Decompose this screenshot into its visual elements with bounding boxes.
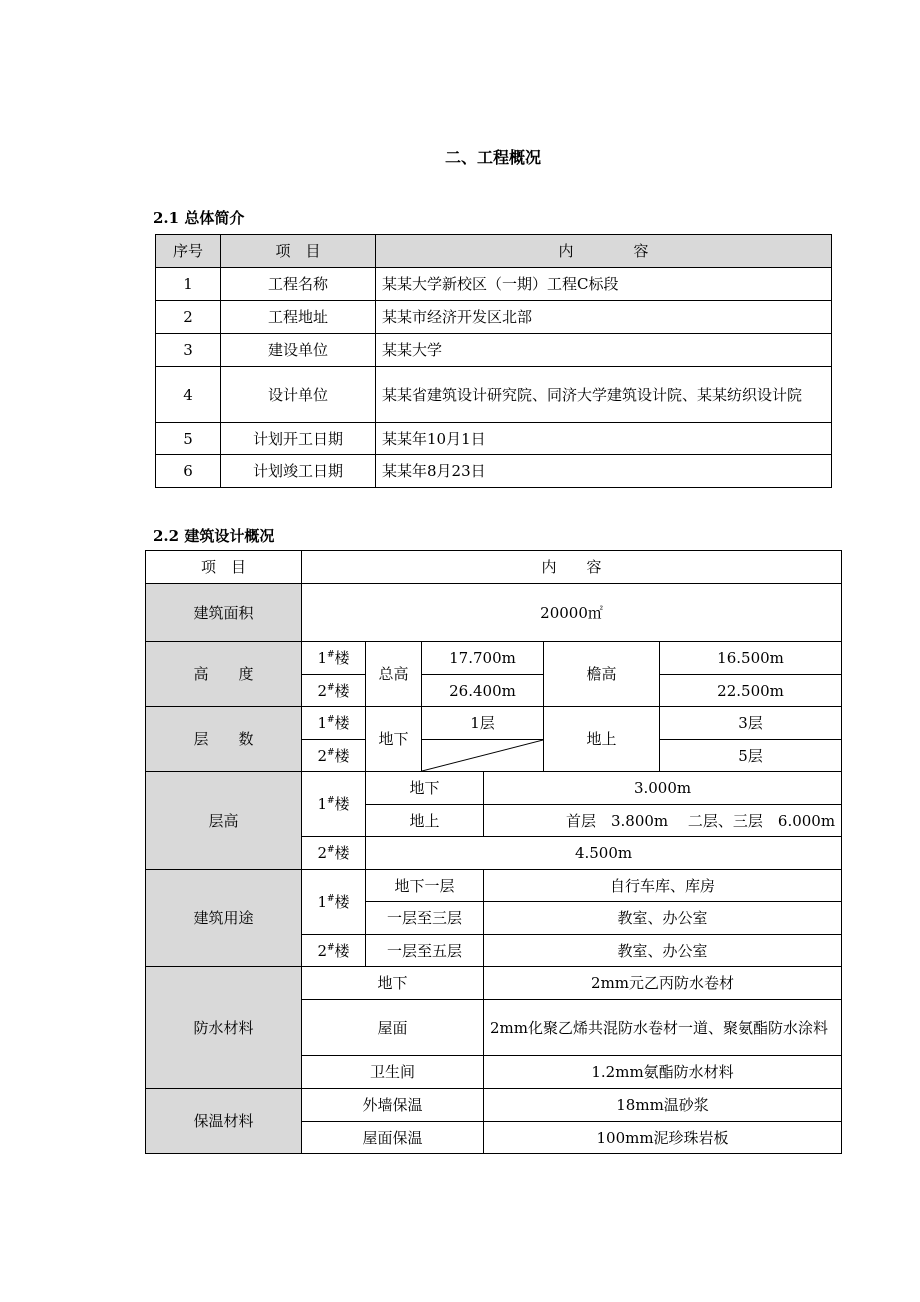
usage-floor-range: 一层至五层 — [366, 935, 484, 967]
overview-table — [155, 234, 832, 488]
eave-height-value: 22.500m — [660, 675, 842, 707]
building-label: 1#楼 — [302, 772, 366, 837]
header-cell: 项 目 — [221, 235, 376, 268]
usage-value: 自行车库、库房 — [484, 870, 842, 902]
building-label: 2#楼 — [302, 935, 366, 967]
waterproof-value: 2mm元乙丙防水卷材 — [484, 967, 842, 1000]
aboveground-floors-value: 3层 — [660, 707, 842, 740]
storey-b2-value: 4.500m — [366, 837, 842, 870]
area-value: 20000㎡ — [302, 584, 842, 642]
table-row — [156, 301, 832, 334]
total-height-value: 17.700m — [422, 642, 544, 675]
table-row — [156, 334, 832, 367]
waterproof-value: 2mm化聚乙烯共混防水卷材一道、聚氨酯防水涂料 — [484, 1000, 842, 1056]
table-row — [156, 455, 832, 488]
row-content: 某某市经济开发区北部 — [376, 301, 832, 334]
insulation-label: 保温材料 — [146, 1089, 302, 1154]
area-label: 建筑面积 — [146, 584, 302, 642]
row-item: 计划竣工日期 — [221, 455, 376, 488]
row-item: 工程名称 — [221, 268, 376, 301]
table-row — [146, 772, 842, 805]
header-cell: 内 容 — [376, 235, 832, 268]
row-item: 设计单位 — [221, 367, 376, 423]
row-number: 6 — [156, 455, 221, 488]
underground-label: 地下 — [366, 707, 422, 772]
table-row — [146, 707, 842, 740]
building-label: 2#楼 — [302, 740, 366, 772]
header-content: 内 容 — [302, 551, 842, 584]
empty-diagonal-cell — [422, 740, 544, 772]
table-row — [146, 1089, 842, 1122]
row-content: 某某大学 — [376, 334, 832, 367]
row-number: 4 — [156, 367, 221, 423]
row-item: 建设单位 — [221, 334, 376, 367]
building-label: 1#楼 — [302, 870, 366, 935]
waterproof-label: 防水材料 — [146, 967, 302, 1089]
table-row — [156, 367, 832, 423]
row-content: 某某年8月23日 — [376, 455, 832, 488]
storey-underground-label: 地下 — [366, 772, 484, 805]
waterproof-part: 屋面 — [302, 1000, 484, 1056]
insulation-part: 屋面保温 — [302, 1122, 484, 1154]
table-header-row — [146, 551, 842, 584]
page-title: 二、工程概况 — [444, 148, 541, 167]
table-row — [146, 967, 842, 1000]
design-table — [145, 550, 842, 1154]
storey-height-label: 层高 — [146, 772, 302, 870]
row-item: 工程地址 — [221, 301, 376, 334]
section-heading-design: 2.2 建筑设计概况 — [153, 527, 275, 545]
storey-aboveground-value: 首层 3.800m 二层、三层 6.000m — [484, 805, 842, 837]
diagonal-line — [422, 740, 543, 771]
insulation-part: 外墙保温 — [302, 1089, 484, 1122]
usage-label: 建筑用途 — [146, 870, 302, 967]
eave-height-value: 16.500m — [660, 642, 842, 675]
total-height-value: 26.400m — [422, 675, 544, 707]
building-label: 1#楼 — [302, 707, 366, 740]
table-header-row — [156, 235, 832, 268]
usage-floor-range: 地下一层 — [366, 870, 484, 902]
floors-label: 层 数 — [146, 707, 302, 772]
waterproof-part: 卫生间 — [302, 1056, 484, 1089]
building-label: 2#楼 — [302, 837, 366, 870]
aboveground-label: 地上 — [544, 707, 660, 772]
row-content: 某某省建筑设计研究院、同济大学建筑设计院、某某纺织设计院 — [376, 367, 832, 423]
insulation-value: 100mm泥珍珠岩板 — [484, 1122, 842, 1154]
row-number: 3 — [156, 334, 221, 367]
table-row — [146, 584, 842, 642]
waterproof-value: 1.2mm氨酯防水材料 — [484, 1056, 842, 1089]
waterproof-part: 地下 — [302, 967, 484, 1000]
row-item: 计划开工日期 — [221, 423, 376, 455]
height-label: 高 度 — [146, 642, 302, 707]
usage-value: 教室、办公室 — [484, 935, 842, 967]
row-number: 1 — [156, 268, 221, 301]
total-height-label: 总高 — [366, 642, 422, 707]
row-content: 某某年10月1日 — [376, 423, 832, 455]
row-number: 2 — [156, 301, 221, 334]
table-row — [156, 423, 832, 455]
usage-floor-range: 一层至三层 — [366, 902, 484, 935]
building-label: 1#楼 — [302, 642, 366, 675]
insulation-value: 18mm温砂浆 — [484, 1089, 842, 1122]
building-label: 2#楼 — [302, 675, 366, 707]
table-row — [146, 870, 842, 902]
row-number: 5 — [156, 423, 221, 455]
section-heading-overview: 2.1 总体简介 — [153, 209, 245, 227]
table-row — [156, 268, 832, 301]
usage-value: 教室、办公室 — [484, 902, 842, 935]
storey-aboveground-label: 地上 — [366, 805, 484, 837]
underground-floors-value: 1层 — [422, 707, 544, 740]
table-row — [146, 642, 842, 675]
header-cell: 序号 — [156, 235, 221, 268]
header-item: 项 目 — [146, 551, 302, 584]
aboveground-floors-value: 5层 — [660, 740, 842, 772]
storey-underground-value: 3.000m — [484, 772, 842, 805]
eave-height-label: 檐高 — [544, 642, 660, 707]
row-content: 某某大学新校区（一期）工程C标段 — [376, 268, 832, 301]
